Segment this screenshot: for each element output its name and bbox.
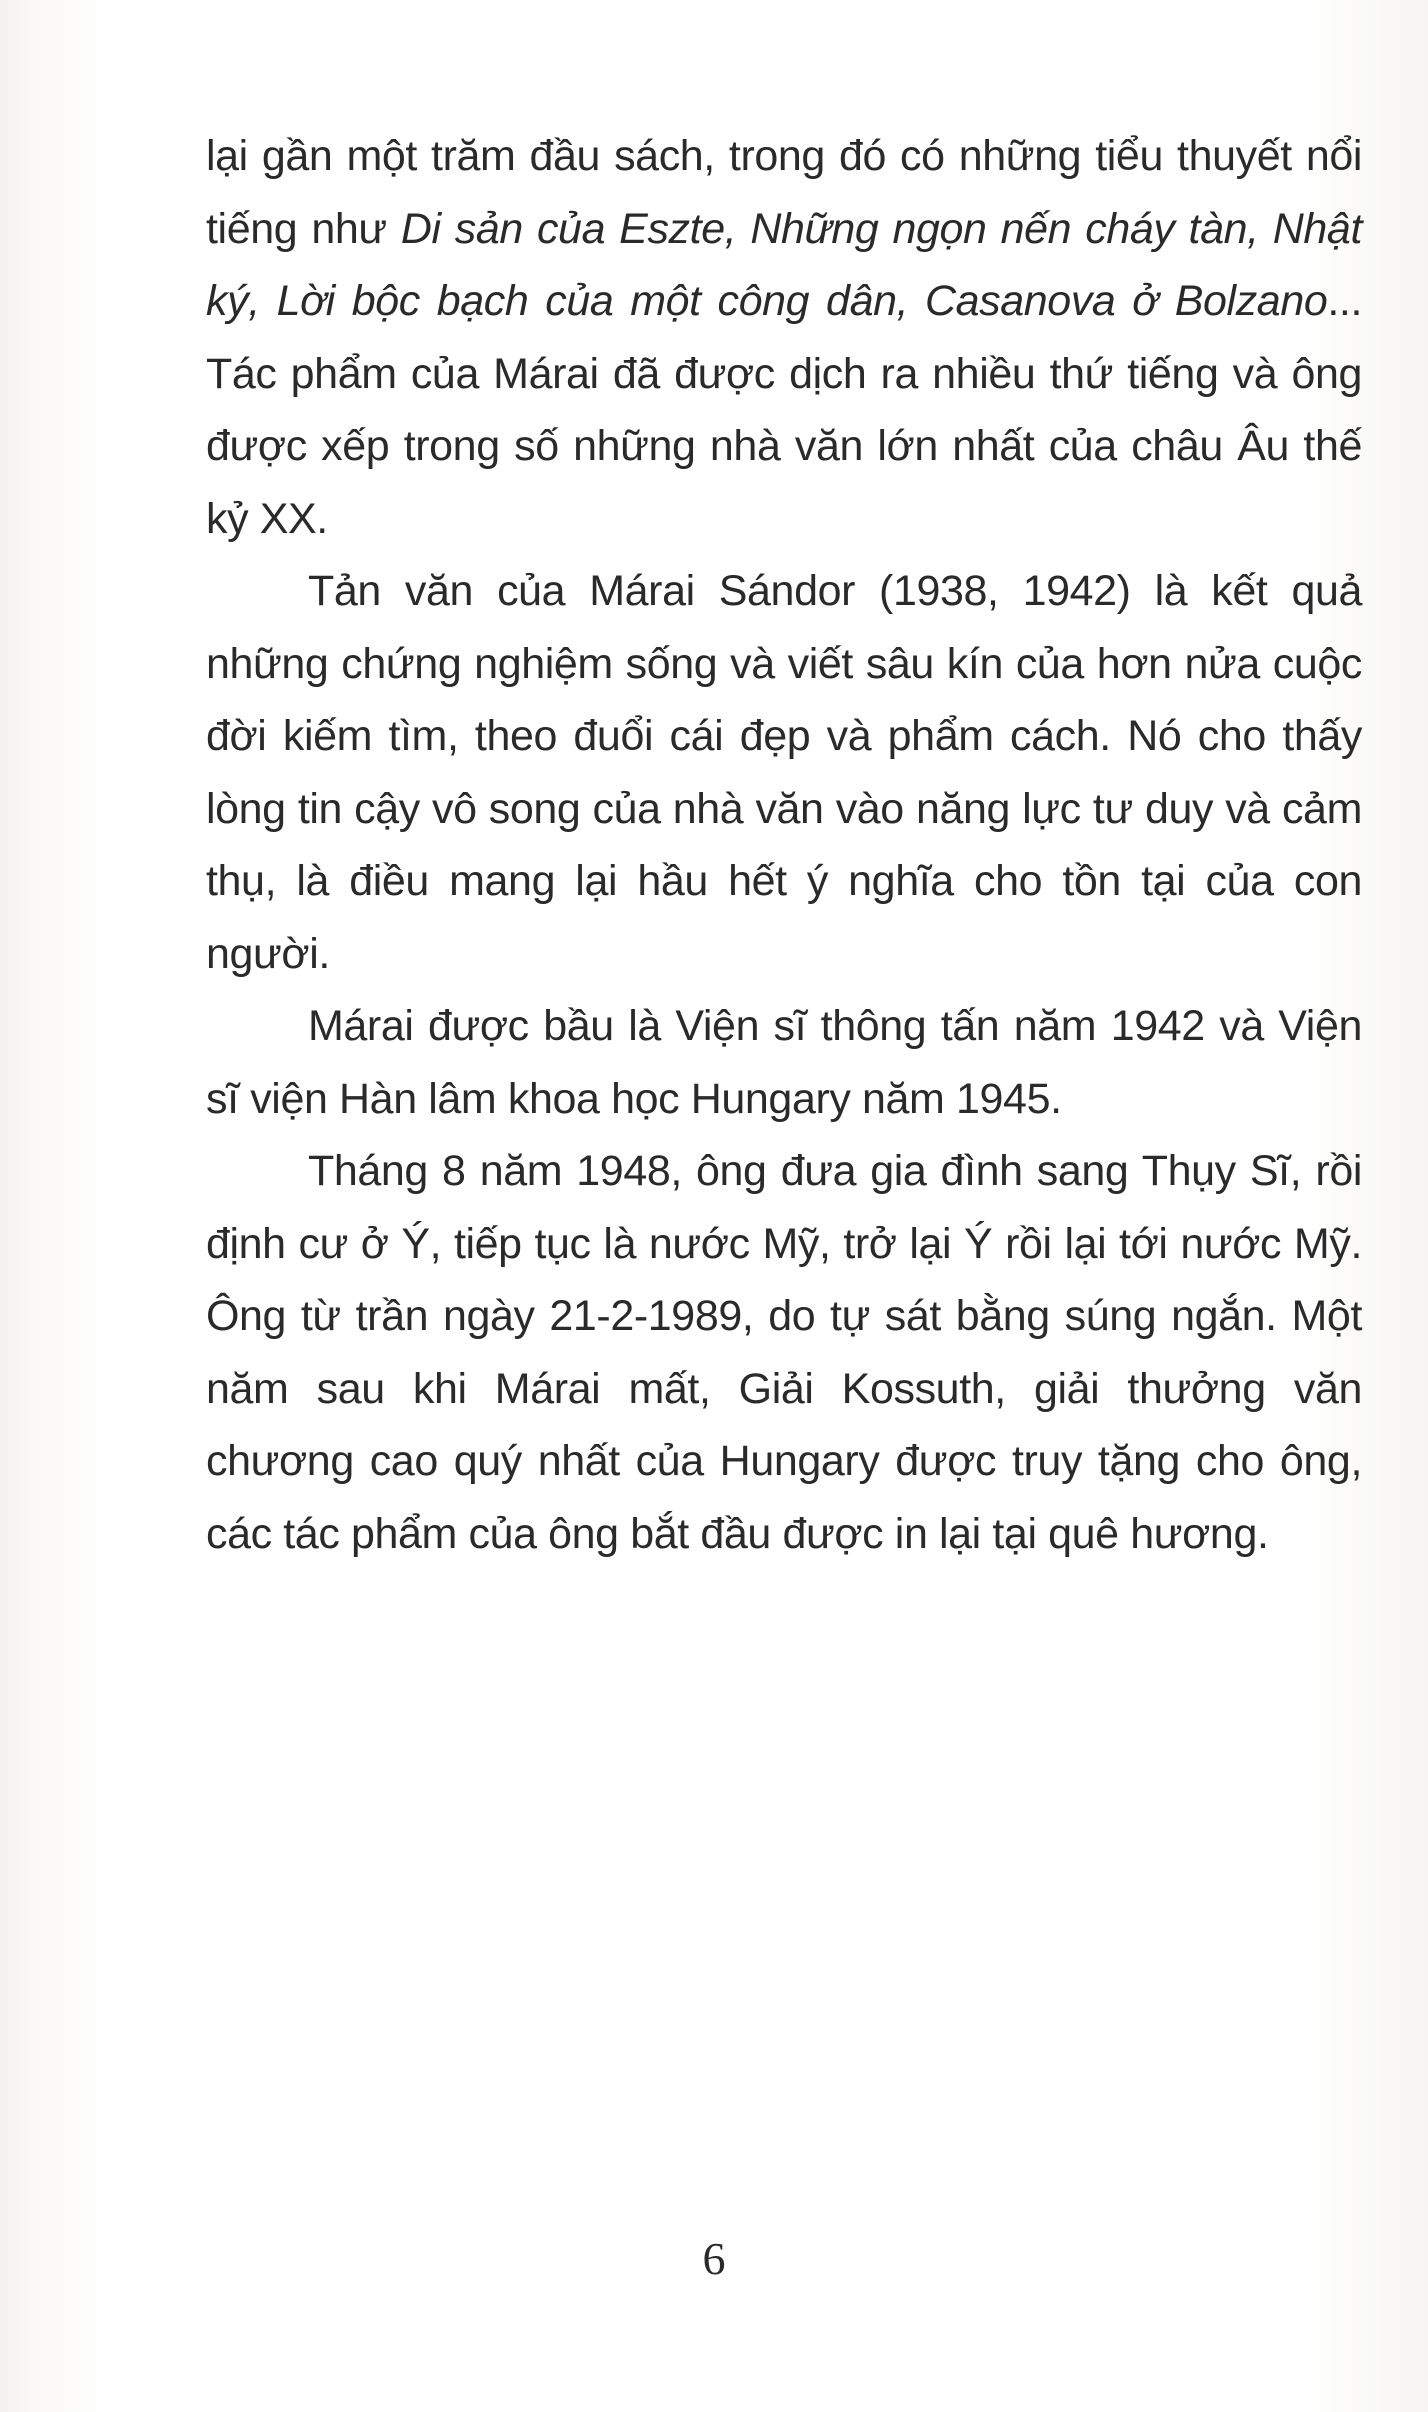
paragraph-3 <box>206 990 1362 1135</box>
paragraph-2-text: Tản văn của Márai Sándor (1938, 1942) là kết quả những chứng nghiệm sống và viết sâu kín của hơn nửa cuộc đời kiếm tìm, theo đuổi cái đẹp và phẩm cách. Nó cho thấy lòng tin cậy vô song của nhà văn vào năng lực tư duy và cảm thụ, là điều mang lại hầu hết ý nghĩa cho tồn tại của con người. <box>206 567 1362 978</box>
paragraph-4 <box>206 1135 1362 1570</box>
paragraph-1-part-1: lại gần một trăm đầu sách, trong đó có những tiểu thuyết nổi tiếng như <box>206 132 1362 253</box>
paragraph-3-text: Márai được bầu là Viện sĩ thông tấn năm 1942 và Viện sĩ viện Hàn lâm khoa học Hungary năm 1945. <box>206 1002 1362 1123</box>
paragraph-4-text: Tháng 8 năm 1948, ông đưa gia đình sang Thụy Sĩ, rồi định cư ở Ý, tiếp tục là nước Mỹ, trở lại Ý rồi lại tới nước Mỹ. Ông từ trần ngày 21-2-1989, do tự sát bằng súng ngắn. Một năm sau khi Márai mất, Giải Kossuth, giải thưởng văn chương cao quý nhất của Hungary được truy tặng cho ông, các tác phẩm của ông bắt đầu được in lại tại quê hương. <box>206 1147 1362 1558</box>
paragraph-2 <box>206 555 1362 990</box>
paragraph-1-part-3: ... Tác phẩm của Márai đã được dịch ra nhiều thứ tiếng và ông được xếp trong số những nhà văn lớn nhất của châu Âu thế kỷ XX. <box>206 277 1362 543</box>
book-titles-list: Di sản của Eszte, Những ngọn nến cháy tàn, Nhật ký, Lời bộc bạch của một công dân, Casanova ở Bolzano <box>206 204 1362 325</box>
paragraph-1 <box>206 120 1362 555</box>
page-number: 6 <box>702 2233 726 2284</box>
body-text <box>206 120 1362 1570</box>
